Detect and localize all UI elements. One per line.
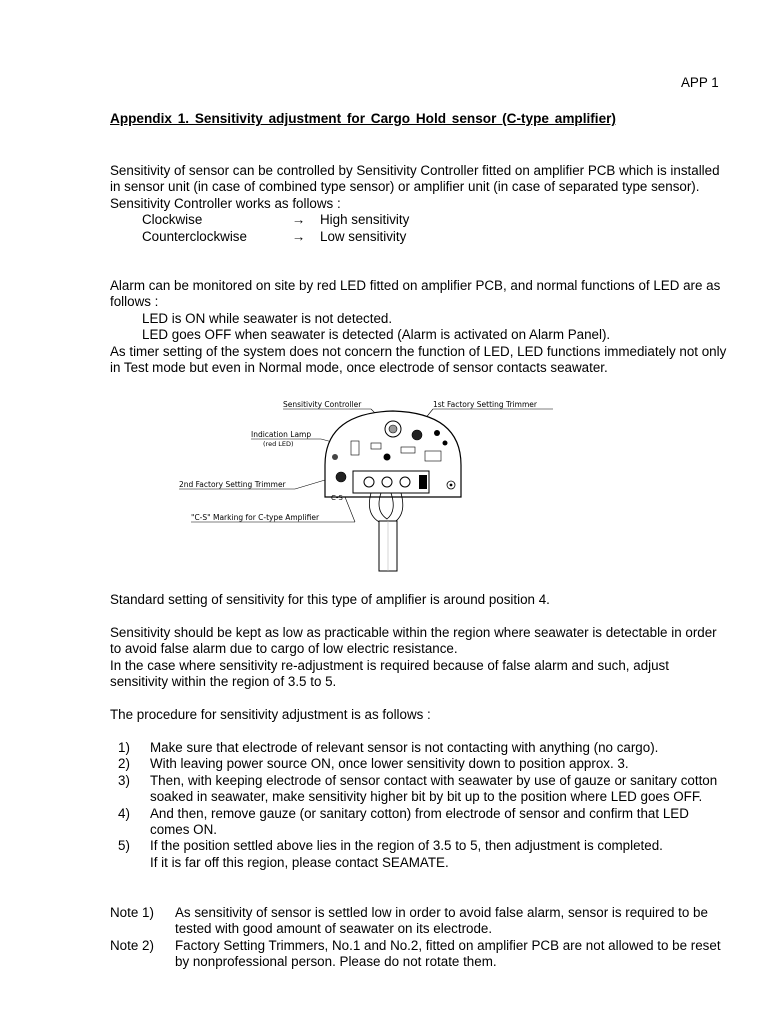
intro-section — [110, 163, 730, 245]
procedure-steps — [118, 740, 730, 871]
led-on-line: LED is ON while seawater is not detected. — [142, 310, 393, 326]
list-item — [118, 806, 730, 839]
label-2nd-trimmer: 2nd Factory Setting Trimmer — [179, 480, 286, 489]
direction-label: Counterclockwise — [142, 228, 247, 244]
arrow-icon: → — [292, 228, 306, 244]
intro-works-as-follows: Sensitivity Controller works as follows : — [110, 195, 341, 211]
alarm-paragraph: Alarm can be monitored on site by red LED fitted on amplifier PCB, and normal functions of LED are as follows : — [110, 278, 721, 310]
page-number: APP 1 — [681, 75, 719, 90]
direction-row-clockwise — [110, 212, 730, 228]
list-item — [118, 740, 730, 756]
step-number: 2) — [118, 756, 130, 772]
label-1st-trimmer: 1st Factory Setting Trimmer — [433, 400, 537, 409]
label-indication-lamp: Indication Lamp — [251, 430, 312, 439]
step-text-line2: If it is far off this region, please contact SEAMATE. — [150, 854, 449, 870]
direction-label: Clockwise — [142, 212, 203, 228]
step-number: 5) — [118, 838, 130, 854]
list-item — [118, 756, 730, 772]
intro-paragraph: Sensitivity of sensor can be controlled by Sensitivity Controller fitted on amplifier PCB which is installed in sensor unit (in case of combined type sensor) or amplifier unit (in case of separated type sensor). — [110, 163, 720, 195]
label-sensitivity-controller: Sensitivity Controller — [283, 400, 362, 409]
label-cs-marking: "C-S" Marking for C-type Amplifier — [191, 513, 320, 522]
procedure-intro-text: The procedure for sensitivity adjustment is as follows : — [110, 707, 431, 722]
led-off-line: LED goes OFF when seawater is detected (Alarm is activated on Alarm Panel). — [142, 327, 611, 343]
direction-result: High sensitivity — [320, 212, 410, 228]
keep-low-section — [110, 625, 730, 691]
timer-paragraph: As timer setting of the system does not concern the function of LED, LED functions immediately not only in Test mode but even in Normal mode, once electrode of sensor contacts seawater. — [110, 343, 727, 376]
note-label: Note 1) — [110, 905, 154, 920]
cs-marking: C-S — [331, 494, 343, 502]
keep-low-paragraph: Sensitivity should be kept as low as practicable within the region where seawater is detectable in order to avoid false alarm due to cargo of low electric resistance. — [110, 625, 717, 657]
readjust-paragraph: In the case where sensitivity re-adjustment is required because of false alarm and such, adjust sensitivity within the region of 3.5 to 5. — [110, 657, 669, 690]
arrow-icon: → — [292, 212, 306, 228]
step-text — [150, 838, 663, 871]
step-number: 4) — [118, 805, 130, 821]
alarm-section — [110, 278, 730, 376]
label-red-led: (red LED) — [263, 440, 294, 448]
step-text: With leaving power source ON, once lower sensitivity down to position approx. 3. — [150, 756, 629, 772]
step-text-line1: If the position settled above lies in the region of 3.5 to 5, then adjustment is completed. — [150, 838, 663, 854]
page-title: Appendix 1. Sensitivity adjustment for Cargo Hold sensor (C-type amplifier) — [110, 111, 616, 126]
procedure-intro — [110, 707, 730, 723]
step-number: 1) — [118, 740, 130, 755]
note-item — [110, 905, 735, 938]
direction-row-counterclockwise — [110, 229, 730, 245]
standard-setting — [110, 592, 730, 608]
notes-section — [110, 905, 735, 971]
step-number: 3) — [118, 772, 130, 788]
note-label: Note 2) — [110, 937, 154, 953]
step-text: Make sure that electrode of relevant sensor is not contacting with anything (no cargo). — [150, 740, 659, 755]
step-text: And then, remove gauze (or sanitary cotton) from electrode of sensor and confirm that LED comes ON. — [150, 805, 689, 838]
note-text: As sensitivity of sensor is settled low in order to avoid false alarm, sensor is required to be tested with good amount of seawater on its electrode. — [175, 905, 708, 937]
step-text: Then, with keeping electrode of sensor contact with seawater by use of gauze or sanitary cotton soaked in seawater, make sensitivity higher bit by bit up to the position where LED goes OFF. — [150, 772, 718, 805]
list-item — [118, 773, 730, 806]
amplifier-pcb-diagram — [175, 385, 565, 575]
note-text: Factory Setting Trimmers, No.1 and No.2, fitted on amplifier PCB are not allowed to be reset by nonprofessional person. Please do not rotate them. — [175, 937, 721, 970]
direction-result: Low sensitivity — [320, 228, 407, 244]
list-item — [118, 838, 730, 871]
standard-paragraph: Standard setting of sensitivity for this type of amplifier is around position 4. — [110, 592, 550, 607]
note-item — [110, 938, 735, 971]
